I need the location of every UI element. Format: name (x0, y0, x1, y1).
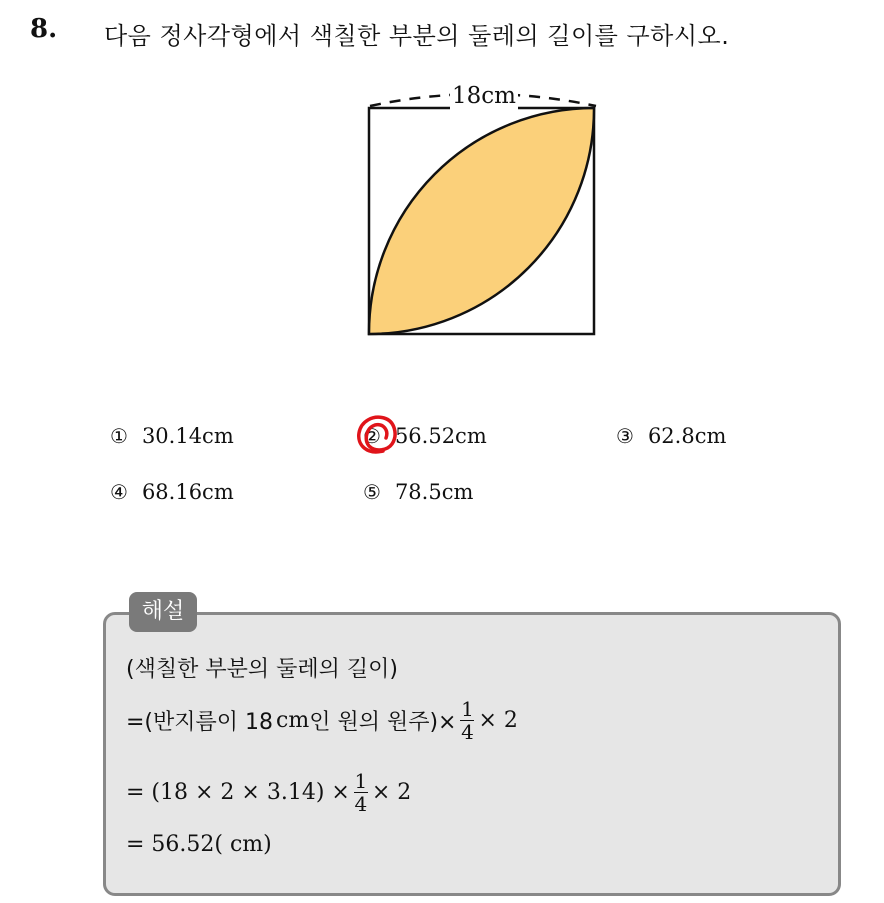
choice-1-text: 30.14cm (141, 424, 234, 448)
choice-4-mark: ④ (110, 480, 128, 504)
solution-line-4: = 56.52( cm) (126, 832, 272, 857)
fraction-numerator: 1 (461, 697, 474, 721)
solution-line-2-mid: 인 원의 원주)× (309, 710, 457, 735)
choice-5-text: 78.5cm (394, 480, 474, 504)
square-figure (0, 0, 884, 360)
fraction-denominator: 4 (354, 792, 368, 816)
choice-1[interactable] (110, 424, 234, 448)
choice-3-text: 62.8cm (647, 424, 727, 448)
solution-line-3-pre: = (18 × 2 × 3.14) × (126, 780, 350, 805)
choice-1-mark: ① (110, 424, 128, 448)
question-text: 다음 정사각형에서 색칠한 부분의 둘레의 길이를 구하시오. (104, 22, 730, 50)
answer-circle-mark (353, 411, 401, 459)
choice-2-text: 56.52cm (394, 424, 487, 448)
fraction-one-quarter-2 (354, 770, 368, 815)
solution-line-3 (126, 770, 411, 815)
choice-5-mark: ⑤ (363, 480, 381, 504)
dimension-label: 18cm (452, 83, 516, 109)
choice-2-mark: ② (363, 424, 381, 448)
solution-tag: 해설 (129, 592, 197, 632)
solution-line-2-post: × 2 (478, 708, 518, 733)
fraction-numerator: 1 (354, 769, 368, 793)
fraction-one-quarter (460, 698, 474, 743)
choice-3-mark: ③ (616, 424, 634, 448)
choice-4[interactable] (110, 480, 234, 504)
solution-line-2-unit: cm (276, 708, 310, 733)
choice-3[interactable] (616, 424, 726, 448)
choice-4-text: 68.16cm (141, 480, 234, 504)
choice-5[interactable] (363, 480, 473, 504)
solution-line-3-post: × 2 (371, 780, 412, 805)
solution-line-1: (색칠한 부분의 둘레의 길이) (126, 657, 398, 682)
question-number: 8. (30, 14, 58, 44)
solution-line-2 (126, 698, 518, 743)
fraction-denominator: 4 (461, 720, 474, 744)
solution-line-2-pre: =(반지름이 18 (126, 710, 274, 735)
